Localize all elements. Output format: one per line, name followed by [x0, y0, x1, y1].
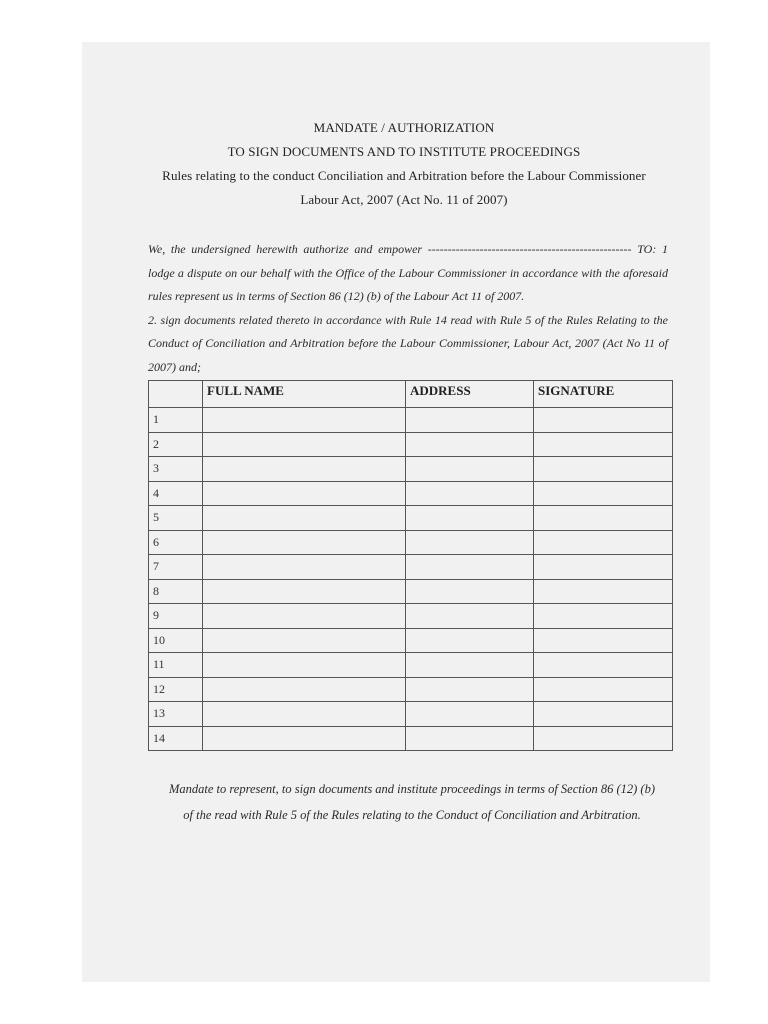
row-number: 7	[149, 555, 203, 580]
table-row	[149, 457, 673, 482]
table-row	[149, 677, 673, 702]
signatories-table-wrap	[148, 380, 672, 751]
row-number: 9	[149, 604, 203, 629]
full-name-cell[interactable]	[203, 432, 406, 457]
full-name-cell[interactable]	[203, 653, 406, 678]
document-footer	[142, 776, 682, 828]
title-line-1: MANDATE / AUTHORIZATION	[313, 120, 495, 135]
full-name-cell[interactable]	[203, 408, 406, 433]
title-line-3: Rules relating to the conduct Conciliation and Arbitration before the Labour Commissioner	[162, 168, 646, 183]
address-cell[interactable]	[406, 726, 534, 751]
address-cell[interactable]	[406, 677, 534, 702]
table-row	[149, 702, 673, 727]
table-row	[149, 432, 673, 457]
signature-cell[interactable]	[534, 481, 673, 506]
authorization-paragraph-1: We, the undersigned herewith authorize and empower --------------------------------------------------- TO: 1 lodge a dispute on our behalf with the Office of the Labour Commissioner in accordance with the aforesaid rules represent us in terms of Section 86 (12) (b) of the Labour Act 11 of 2007.	[148, 242, 668, 303]
document-header	[82, 116, 726, 212]
full-name-cell[interactable]	[203, 481, 406, 506]
row-number: 1	[149, 408, 203, 433]
table-header-row	[149, 381, 673, 408]
table-row	[149, 628, 673, 653]
address-cell[interactable]	[406, 555, 534, 580]
signature-cell[interactable]	[534, 726, 673, 751]
full-name-cell[interactable]	[203, 555, 406, 580]
title-line-4: Labour Act, 2007 (Act No. 11 of 2007)	[300, 192, 508, 207]
row-number: 4	[149, 481, 203, 506]
row-number: 6	[149, 530, 203, 555]
signature-cell[interactable]	[534, 555, 673, 580]
header-number	[149, 381, 203, 408]
full-name-cell[interactable]	[203, 604, 406, 629]
header-signature: SIGNATURE	[534, 381, 673, 408]
address-cell[interactable]	[406, 530, 534, 555]
row-number: 5	[149, 506, 203, 531]
table-row	[149, 726, 673, 751]
address-cell[interactable]	[406, 702, 534, 727]
table-row	[149, 555, 673, 580]
full-name-cell[interactable]	[203, 506, 406, 531]
row-number: 2	[149, 432, 203, 457]
row-number: 11	[149, 653, 203, 678]
address-cell[interactable]	[406, 604, 534, 629]
header-address: ADDRESS	[406, 381, 534, 408]
authorization-paragraph-2: 2. sign documents related thereto in accordance with Rule 14 read with Rule 5 of the Rules Relating to the Conduct of Conciliation and Arbitration before the Labour Commissioner, Labour Act, 2007 (Act No 11 of 2007) and;	[148, 312, 668, 374]
table-row	[149, 408, 673, 433]
full-name-cell[interactable]	[203, 628, 406, 653]
authorization-text	[148, 238, 668, 379]
full-name-cell[interactable]	[203, 702, 406, 727]
full-name-cell[interactable]	[203, 579, 406, 604]
row-number: 12	[149, 677, 203, 702]
footer-line-1: Mandate to represent, to sign documents and institute proceedings in terms of Section 86 (12) (b)	[168, 782, 656, 796]
address-cell[interactable]	[406, 432, 534, 457]
signature-cell[interactable]	[534, 432, 673, 457]
address-cell[interactable]	[406, 628, 534, 653]
table-row	[149, 481, 673, 506]
signature-cell[interactable]	[534, 702, 673, 727]
signature-cell[interactable]	[534, 530, 673, 555]
address-cell[interactable]	[406, 579, 534, 604]
signature-cell[interactable]	[534, 628, 673, 653]
full-name-cell[interactable]	[203, 530, 406, 555]
row-number: 13	[149, 702, 203, 727]
title-line-2: TO SIGN DOCUMENTS AND TO INSTITUTE PROCEEDINGS	[227, 144, 581, 159]
signature-cell[interactable]	[534, 653, 673, 678]
table-row	[149, 530, 673, 555]
address-cell[interactable]	[406, 653, 534, 678]
full-name-cell[interactable]	[203, 457, 406, 482]
full-name-cell[interactable]	[203, 677, 406, 702]
signature-cell[interactable]	[534, 506, 673, 531]
row-number: 8	[149, 579, 203, 604]
footer-line-2: of the read with Rule 5 of the Rules relating to the Conduct of Conciliation and Arbitration.	[183, 808, 641, 822]
table-row	[149, 506, 673, 531]
address-cell[interactable]	[406, 506, 534, 531]
row-number: 10	[149, 628, 203, 653]
address-cell[interactable]	[406, 481, 534, 506]
table-row	[149, 604, 673, 629]
signature-cell[interactable]	[534, 408, 673, 433]
header-full-name: FULL NAME	[203, 381, 406, 408]
signature-cell[interactable]	[534, 677, 673, 702]
address-cell[interactable]	[406, 408, 534, 433]
signatories-table	[148, 380, 673, 751]
signature-cell[interactable]	[534, 457, 673, 482]
row-number: 3	[149, 457, 203, 482]
table-row	[149, 579, 673, 604]
table-row	[149, 653, 673, 678]
full-name-cell[interactable]	[203, 726, 406, 751]
row-number: 14	[149, 726, 203, 751]
address-cell[interactable]	[406, 457, 534, 482]
signature-cell[interactable]	[534, 579, 673, 604]
signature-cell[interactable]	[534, 604, 673, 629]
